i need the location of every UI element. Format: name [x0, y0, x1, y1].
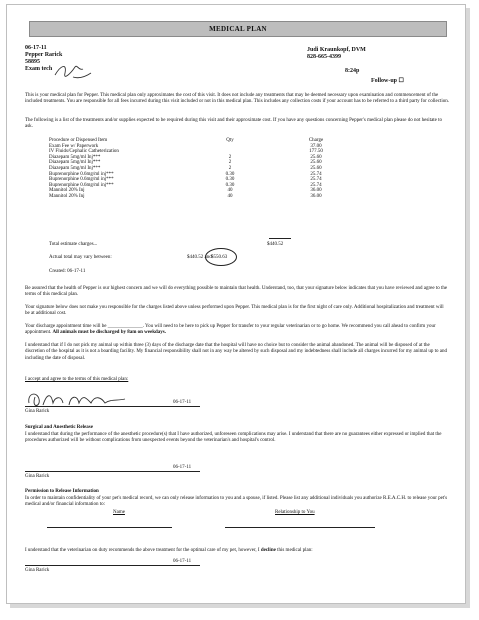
row-charge: 36.00 — [310, 188, 322, 194]
actual-range-label: Actual total may vary between: — [49, 255, 112, 260]
surgical-client-name: Gina Rarick — [25, 474, 50, 479]
row-item: Diazepam 5mg/ml Inj*** — [49, 165, 101, 171]
decline-word: decline — [260, 548, 276, 553]
row-item: Diazepam 5mg/ml Inj*** — [49, 154, 101, 160]
surgical-signature-line — [25, 471, 200, 472]
decline-client-name: Gina Rarick — [25, 568, 50, 573]
row-item: Buprenorphine 0.6mg/ml inj*** — [49, 177, 114, 183]
row-charge: 177.50 — [309, 149, 323, 155]
name-column-label: Name — [113, 510, 125, 515]
row-item: Buprenorphine 0.6mg/ml inj*** — [49, 171, 114, 177]
header-item: Procedure or Dispensed Item — [49, 138, 108, 143]
vet-header — [307, 47, 366, 61]
permission-title: Permission to Release Information — [25, 489, 99, 494]
header-qty: Qty — [226, 138, 234, 143]
estimate-label: Total estimate charges... — [49, 242, 98, 247]
accept-text: I accept and agree to the terms of this medical plan: — [25, 377, 129, 382]
vet-phone: 828-665-4399 — [307, 54, 341, 60]
actual-range-low: $440.52 and — [187, 255, 212, 260]
visit-time: 8:24p — [345, 68, 360, 74]
header-charge: Charge — [308, 138, 324, 143]
row-charge: 25.74 — [310, 182, 322, 188]
signature-line — [25, 406, 200, 407]
surgical-date: 06-17-11 — [173, 465, 192, 470]
row-charge: 25.60 — [310, 154, 322, 160]
exam-tech-initials-signature-icon — [53, 61, 93, 83]
row-qty: 40 — [227, 188, 233, 194]
row-item: Diazepam 5mg/ml Inj*** — [49, 160, 101, 166]
signature-note-paragraph: Your signature below does not make you responsible for the charges listed above unless performed upon Pepper. This medical plan is for the first night of care only. Additional hospitalization and treatment will be at additional cost. — [25, 305, 444, 317]
patient-name: Pepper Rarick — [25, 52, 63, 58]
follow-up-checkbox[interactable]: Follow-up ☐ — [371, 78, 404, 84]
authorized-relationship-line[interactable] — [225, 527, 375, 528]
row-item: Exam Fee w/ Paperwork — [49, 143, 99, 149]
estimate-value: $440.52 — [267, 242, 284, 247]
document-page — [6, 4, 466, 604]
authorized-name-line[interactable] — [47, 527, 172, 528]
visit-date: 06-17-11 — [25, 45, 47, 51]
surgical-title: Surgical and Anesthetic Release — [25, 425, 93, 430]
row-item: IV Fluids/Cephalic Catheterization — [49, 149, 119, 155]
row-item: Mannitol 20% Inj — [49, 193, 85, 199]
row-qty: 2 — [228, 154, 232, 160]
following-paragraph: The following is a list of the treatments and/or supplies expected to be required during this visit and their approximate cost. If you have any questions concerning Pepper's medical plan please do not hesitate to ask. — [25, 118, 443, 130]
row-charge: 37.00 — [310, 143, 322, 149]
document-title: MEDICAL PLAN — [29, 21, 447, 37]
accept-statement — [25, 377, 128, 382]
relationship-column-label: Relationship to You — [275, 510, 315, 515]
actual-range-high: $550.63 — [211, 255, 228, 260]
handwritten-circle — [205, 248, 237, 266]
decline-date: 06-17-11 — [173, 559, 192, 564]
exam-tech-label: Exam tech — [25, 66, 53, 72]
row-item: Mannitol 20% Inj — [49, 188, 85, 194]
table-row — [49, 194, 371, 200]
permission-paragraph: In order to maintain confidentiality of your pet's medical record, we can only release information to you and a spouse, if listed. Please list any additional individuals you authorize R.E.A.C.H. to release your pet's medical and/or financial information to: — [25, 496, 448, 508]
row-charge: 25.60 — [310, 160, 322, 166]
row-qty: 40 — [227, 193, 233, 199]
row-qty: 0.30 — [225, 171, 235, 177]
vet-name: Judi Kraunkopf, DVM — [307, 47, 366, 53]
row-charge: 25.74 — [310, 177, 322, 183]
decline-text-end: this medical plan: — [277, 548, 313, 553]
row-charge: 25.60 — [310, 165, 322, 171]
surgical-paragraph: I understand that during the performance of the anesthetic procedure(s) that I have authorized, unforeseen complications may arise. I understand that there are no guarantees either expressed or implied that the procedures authorized will be without complications from unexpected events beyond the veterinarian's and hospital's control. — [25, 432, 442, 444]
client-name: Gina Rarick — [25, 409, 50, 414]
row-item: Buprenorphine 0.6mg/ml inj*** — [49, 182, 114, 188]
intro-paragraph: This is your medical plan for Pepper. This medical plan only approximates the cost of this visit. It does not include any treatments that may be deemed necessary upon examination and commencement of the included treatments. You are responsible for all fees incurred during this visit included or not in this medical plan. This includes any collection costs if your account has to be referred to a third party for collection. — [25, 93, 449, 105]
discharge-text: Your discharge appointment time will be ______________. You will need to be here to pick up Pepper for transfer to your regular veterinarian or to go home. We recommend you call ahead to confirm your appointment. — [25, 324, 436, 336]
decline-paragraph — [25, 548, 449, 554]
client-signature-icon — [25, 389, 135, 411]
row-charge: 25.74 — [310, 171, 322, 177]
signature-date: 06-17-11 — [173, 400, 192, 405]
discharge-deadline: All animals must be discharged by 8am on weekdays. — [52, 330, 166, 336]
assured-paragraph: Be assured that the health of Pepper is our highest concern and we will do everything possible to maintain that health. Understand, too, that your signature below indicates that you have reviewed and agree to the terms of this medical plan. — [25, 286, 448, 298]
patient-id: 58895 — [25, 59, 40, 65]
abandonment-paragraph: I understand that if I do not pick my animal up within three (3) days of the discharge date that the hospital will have no choice but to consider the animal abandoned. The animal will be disposed of at the discretion of the hospital as it is not a boarding facility. My financial responsibility shall not in any way be altered by such disposal and my indebtedness shall include all charges incurred for my animal up to and including the date of disposal. — [25, 343, 447, 361]
total-rule — [269, 238, 291, 239]
decline-signature-line — [25, 565, 200, 566]
treatment-table — [49, 138, 371, 200]
discharge-paragraph — [25, 324, 449, 337]
row-qty: 0.30 — [225, 177, 235, 183]
decline-text: I understand that the veterinarian on duty recommends the above treatment for the optimal care of my pet, however, I — [25, 548, 260, 553]
row-qty: 0.30 — [225, 182, 235, 188]
row-qty: 2 — [228, 160, 232, 166]
row-qty: 2 — [228, 165, 232, 171]
row-charge: 36.00 — [310, 193, 322, 199]
created-date: Created: 06-17-11 — [49, 269, 86, 274]
